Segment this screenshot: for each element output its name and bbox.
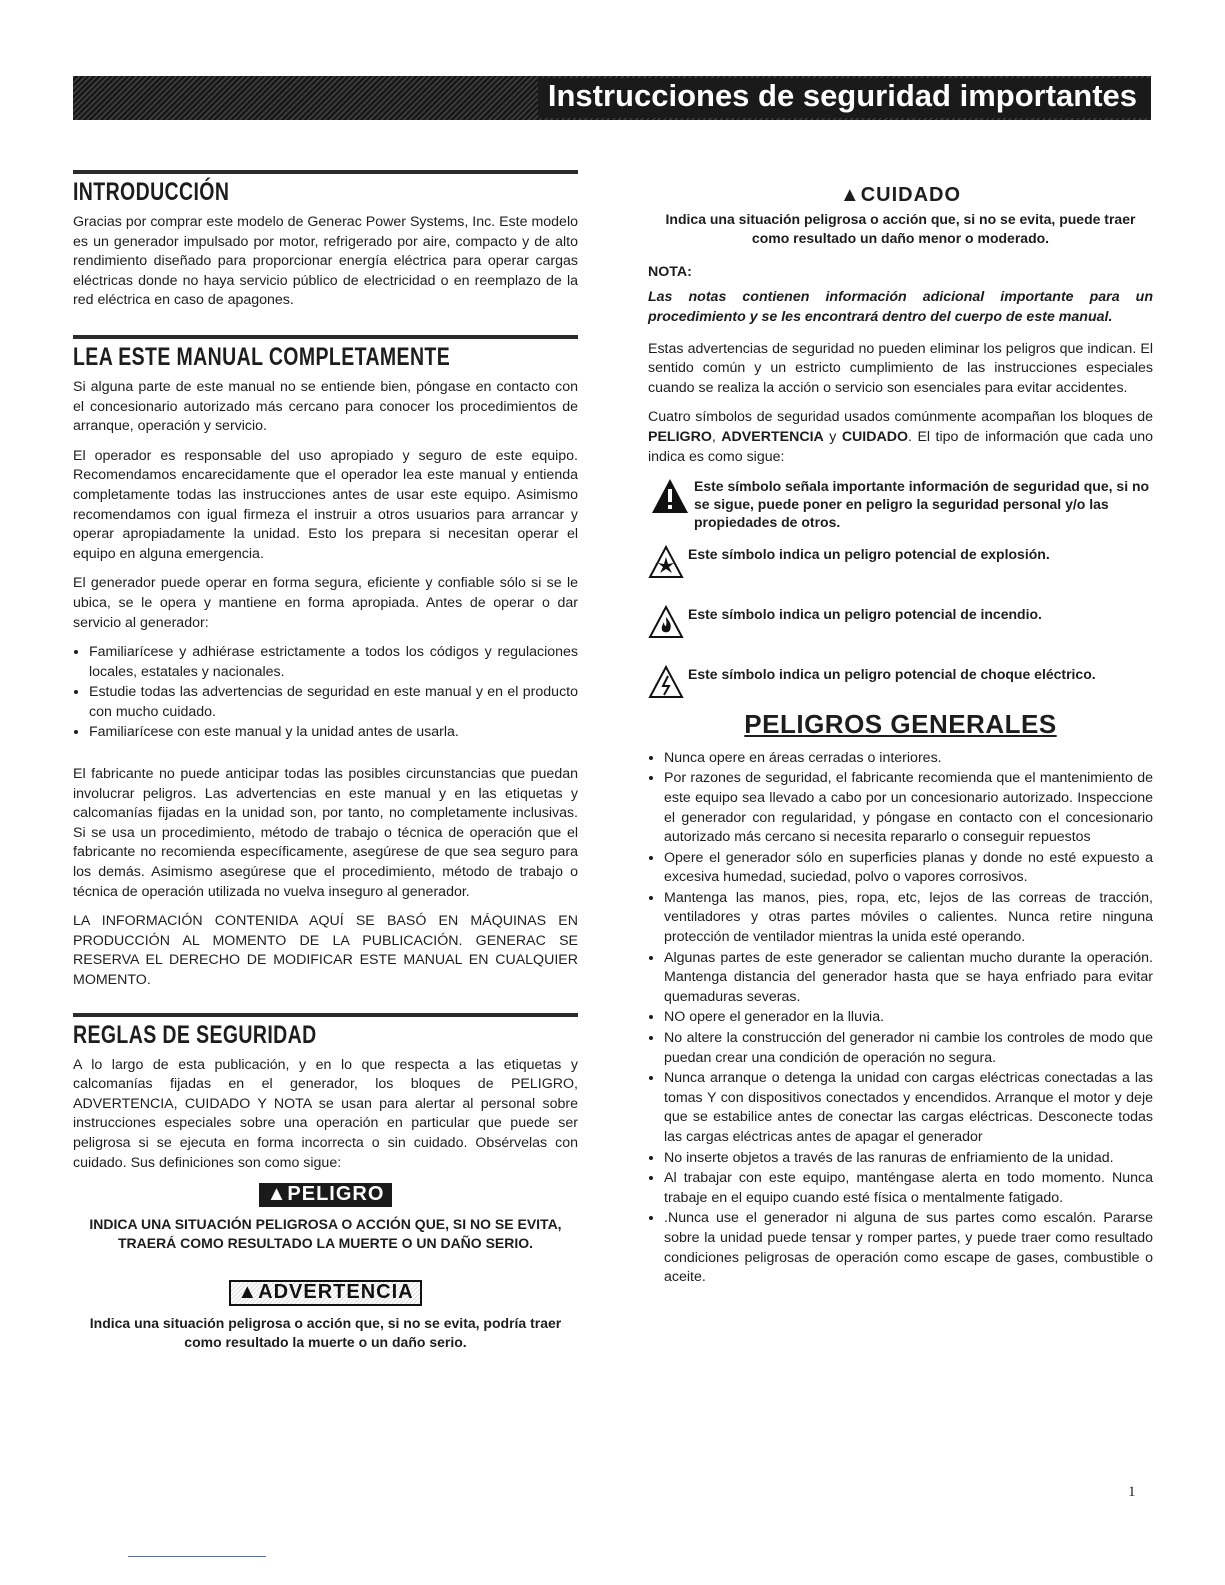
intro-heading: INTRODUCCIÓN [73,178,230,206]
symbol-explosion-text: Este símbolo indica un peligro potencial de explosión. [688,546,1050,563]
section-rule [73,170,578,174]
list-item: • Algunas partes de este generador se calientan mucho durante la operación. Mantenga distancia del generador hasta que se haya enfriado para evitar quemaduras severas. [664,949,1153,1008]
electric-shock-icon [648,665,684,699]
symbol-explosion [648,545,1153,579]
advertencia-badge [229,1280,421,1306]
symbol-shock-text: Este símbolo indica un peligro potencial de choque eléctrico. [688,666,1096,683]
list-item: • Estudie todas las advertencias de seguridad en este manual y en el producto con mucho cuidado. [89,683,578,722]
manual-paragraph-1: Si alguna parte de este manual no se entiende bien, póngase en contacto con el concesionario autorizado más cercano para conocer los procedimientos de arranque, operación y servicio. [73,378,578,435]
intro-text: Gracias por comprar este modelo de Generac Power Systems, Inc. Este modelo es un generador impulsado por motor, refrigerado por aire, compacto y de alto rendimiento diseñado para proporcionar energía eléctrica para operar cargas eléctricas donde no haya servicio público de electricidad o en reemplazo de la red eléctrica en caso de apagones. [73,214,578,309]
advertencia-text: Indica una situación peligrosa o acción que, si no se evita, podría traer como resultado la muerte o un daño serio. [89,1314,562,1351]
symbol-fire-text: Este símbolo indica un peligro potencial de incendio. [688,606,1042,623]
list-item: • Familiarícese y adhiérase estrictamente a todos los códigos y regulaciones locales, estatales y nacionales. [89,643,578,682]
warning-triangle-icon [650,477,690,515]
list-item: • NO opere el generador en la lluvia. [664,1008,1153,1028]
manual-bullets [73,643,578,743]
list-item: • Mantenga las manos, pies, ropa, etc, lejos de las correas de tracción, ventiladores y otras partes móviles o calientes. Nunca retire ninguna protección de ventilador mientras la unida esté operando. [664,889,1153,948]
cuidado-signal [648,186,1153,206]
warning-triangle-icon: ▲ [266,1183,288,1206]
list-item: • No altere la construcción del generador ni cambie los controles de modo que puedan crear una condición de operación no segura. [664,1029,1153,1068]
peligro-label: PELIGRO [287,1183,385,1206]
symbol-general [650,477,1153,531]
right-column [648,186,1153,1298]
list-item: • Nunca opere en áreas cerradas o interiores. [664,749,1153,769]
header-banner [73,76,1151,120]
section-rule [73,335,578,339]
reglas-text: A lo largo de esta publicación, y en lo que respecta a las etiquetas y calcomanías fijadas en el generador, los bloques de PELIGRO, ADVERTENCIA, CUIDADO Y NOTA se usan para alertar al personal sobre instrucciones especiales sobre una operación en particular que puede ser peligrosa si se ejecuta en forma incorrecta o sin cuidado. Obsérvelas con cuidado. Sus definiciones son como sigue: [73,1056,578,1171]
left-column [73,170,578,1353]
nota-label: NOTA: [648,263,692,280]
list-item: • Al trabajar con este equipo, manténgase alerta en todo momento. Nunca trabaje en el equipo cuando esté física o mentalmente fatigado. [664,1169,1153,1208]
symbol-general-text: Este símbolo señala importante información de seguridad que, si no se sigue, puede poner en peligro la seguridad personal y/o las propiedades de otros. [694,478,1150,531]
manual-heading: LEA ESTE MANUAL COMPLETAMENTE [73,342,451,371]
section-rule [73,1013,578,1017]
warning-triangle-icon: ▲ [237,1280,259,1303]
peligro-text: INDICA UNA SITUACIÓN PELIGROSA O ACCIÓN QUE, SI NO SE EVITA, TRAERÁ COMO RESULTADO LA MUERTE O UN DAÑO SERIO. [89,1215,562,1252]
banner-title: Instrucciones de seguridad importantes [538,78,1151,118]
manual-paragraph-4: El fabricante no puede anticipar todas las posibles circunstancias que puedan involucrar peligros. Las advertencias en este manual y en las etiquetas y calcomanías fijadas en la unidad son, por tanto, no completamente inclusivas. Si se usa un procedimiento, método de trabajo o técnica de operación que el fabricante no recomienda específicamente, asegúrese de que sea seguro para los demás. Asimismo asegúrese que el procedimiento, método de trabajo o técnica de operación utilizada no vuelva inseguro al generador. [73,766,578,900]
right-paragraph-1: Estas advertencias de seguridad no pueden eliminar los peligros que indican. El sentido común y un estricto cumplimiento de las instrucciones especiales cuando se realiza la acción o servicio son esenciales para evitar accidentes. [648,340,1153,396]
cuidado-text: Indica una situación peligrosa o acción que, si no se evita, puede traer como resultado un daño menor o moderado. [665,210,1136,247]
peligro-signal [73,1183,578,1207]
list-item: • No inserte objetos a través de las ranuras de enfriamiento de la unidad. [664,1149,1153,1169]
warning-triangle-icon: ▲ [839,184,861,206]
advertencia-label: ADVERTENCIA [258,1280,414,1303]
cuidado-label: CUIDADO [860,184,962,206]
peligro-badge [259,1183,393,1207]
advertencia-signal [73,1280,578,1306]
footer-line [128,1556,266,1557]
peligros-heading: PELIGROS GENERALES [744,709,1057,740]
nota-text: Las notas contienen información adicional importante para un procedimiento y se les encontrará dentro del cuerpo de este manual. [648,289,1153,325]
list-item: • .Nunca use el generador ni alguna de sus partes como escalón. Pararse sobre la unidad puede tensar y romper partes, y puede traer como resultado condiciones peligrosas de operación como escape de gases, combustible o aceite. [664,1209,1153,1287]
list-item: • Familiarícese con este manual y la unidad antes de usarla. [89,723,578,743]
symbol-shock [648,665,1153,699]
list-item: • Opere el generador sólo en superficies planas y donde no esté expuesto a excesiva humedad, suciedad, polvo o vapores corrosivos. [664,849,1153,888]
list-item: • Nunca arranque o detenga la unidad con cargas eléctricas conectadas a las tomas Y con dispositivos conectados y encendidos. Arranque el motor y deje que se estabilice antes de conectar las cargas eléctricas. Desconecte todas las cargas eléctricas antes de apagar el generador [664,1069,1153,1147]
fire-icon [648,605,684,639]
explosion-icon [648,545,684,579]
list-item: • Por razones de seguridad, el fabricante recomienda que el mantenimiento de este equipo sea llevado a cabo por un concesionario autorizado. Inspeccione el generador con regularidad, y póngase en contacto con el concesionario autorizado más cercano si necesita repararlo o conseguir repuestos [664,769,1153,847]
reglas-heading: REGLAS DE SEGURIDAD [73,1020,317,1049]
peligros-bullets [648,749,1153,1288]
manual-paragraph-5: LA INFORMACIÓN CONTENIDA AQUÍ SE BASÓ EN MÁQUINAS EN PRODUCCIÓN AL MOMENTO DE LA PUBLICACIÓN. GENERAC SE RESERVA EL DERECHO DE MODIFICAR ESTE MANUAL EN CUALQUIER MOMENTO. [73,913,578,988]
page-number: 1 [1128,1484,1136,1500]
right-paragraph-2: Cuatro símbolos de seguridad usados comúnmente acompañan los bloques de PELIGRO, ADVERTENCIA y CUIDADO. El tipo de información que cada uno indica es como sigue: [648,409,1153,465]
manual-paragraph-3: El generador puede operar en forma segura, eficiente y confiable sólo si se le ubica, se le opera y mantiene en forma apropiada. Antes de operar o dar servicio al generador: [73,575,578,631]
symbol-fire [648,605,1153,639]
manual-paragraph-2: El operador es responsable del uso apropiado y seguro de este equipo. Recomendamos encarecidamente que el operador lea este manual y entienda completamente todas las instrucciones antes de usar este equipo. Asimismo recomendamos con igual firmeza el instruir a otros usuarios para arrancar y operar apropiadamente la unidad. Esto los prepara si necesitan operar el equipo en alguna emergencia. [73,447,578,562]
